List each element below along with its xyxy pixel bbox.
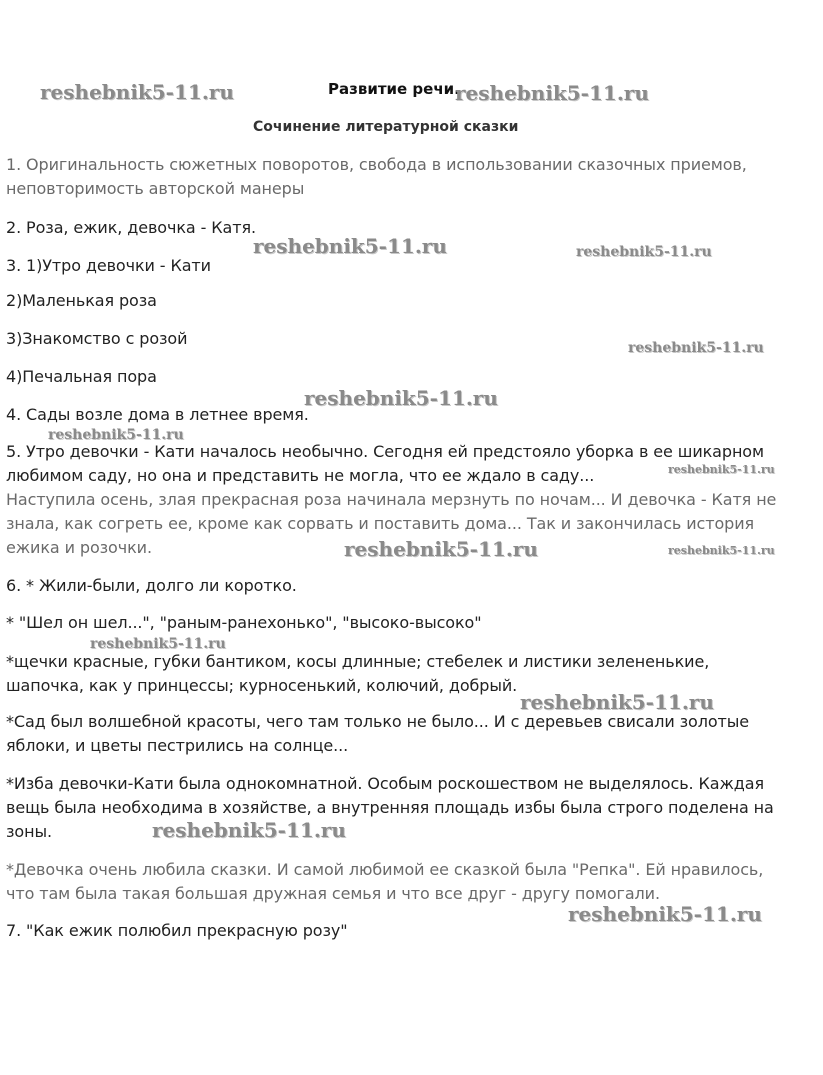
watermark: reshebnik5-11.ru: [344, 537, 538, 561]
text-line: 4)Печальная пора: [6, 367, 157, 386]
watermark: reshebnik5-11.ru: [668, 544, 775, 557]
document-subtitle: Сочинение литературной сказки: [253, 119, 519, 135]
text-line: 6. * Жили-были, долго ли коротко.: [6, 576, 297, 595]
text-line: неповторимость авторской манеры: [6, 179, 305, 198]
text-line: яблоки, и цветы пестрились на солнце...: [6, 736, 349, 755]
watermark: reshebnik5-11.ru: [90, 636, 226, 652]
watermark: reshebnik5-11.ru: [304, 386, 498, 410]
text-line: любимом саду, но она и представить не могла, что ее ждало в саду...: [6, 466, 595, 485]
text-line: 2. Роза, ежик, девочка - Катя.: [6, 218, 256, 237]
watermark: reshebnik5-11.ru: [628, 340, 764, 356]
text-line: 3)Знакомство с розой: [6, 329, 188, 348]
text-line: зоны.: [6, 822, 52, 841]
watermark: reshebnik5-11.ru: [668, 463, 775, 476]
watermark: reshebnik5-11.ru: [253, 234, 447, 258]
text-line: шапочка, как у принцессы; курносенький, колючий, добрый.: [6, 676, 518, 695]
text-line: знала, как согреть ее, кроме как сорвать и поставить дома... Так и закончилась история: [6, 514, 755, 533]
watermark: reshebnik5-11.ru: [48, 427, 184, 443]
text-line: 5. Утро девочки - Кати началось необычно. Сегодня ей предстояло уборка в ее шикарном: [6, 442, 764, 461]
text-line: *Изба девочки-Кати была однокомнатной. Особым роскошеством не выделялось. Каждая: [6, 774, 764, 793]
document-title: Развитие речи.: [328, 80, 460, 98]
text-line: 2)Маленькая роза: [6, 291, 157, 310]
text-line: 4. Сады возле дома в летнее время.: [6, 405, 309, 424]
text-line: 7. "Как ежик полюбил прекрасную розу": [6, 921, 348, 940]
watermark: reshebnik5-11.ru: [455, 81, 649, 105]
text-line: что там была такая большая дружная семья и что все друг - другу помогали.: [6, 884, 660, 903]
text-line: вещь была необходима в хозяйстве, а внутренняя площадь избы была строго поделена на: [6, 798, 774, 817]
watermark: reshebnik5-11.ru: [152, 818, 346, 842]
text-line: *Сад был волшебной красоты, чего там только не было... И с деревьев свисали золотые: [6, 712, 750, 731]
text-line: 1. Оригинальность сюжетных поворотов, свобода в использовании сказочных приемов,: [6, 155, 747, 174]
text-line: *Девочка очень любила сказки. И самой любимой ее сказкой была "Репка". Ей нравилось,: [6, 860, 764, 879]
text-line: 3. 1)Утро девочки - Кати: [6, 256, 211, 275]
text-line: * "Шел он шел...", "раным-ранехонько", "высоко-высоко": [6, 613, 482, 632]
watermark: reshebnik5-11.ru: [568, 902, 762, 926]
text-line: ежика и розочки.: [6, 538, 152, 557]
watermark: reshebnik5-11.ru: [40, 80, 234, 104]
watermark: reshebnik5-11.ru: [576, 244, 712, 260]
watermark: reshebnik5-11.ru: [520, 690, 714, 714]
text-line: Наступила осень, злая прекрасная роза начинала мерзнуть по ночам... И девочка - Катя не: [6, 490, 777, 509]
text-line: *щечки красные, губки бантиком, косы длинные; стебелек и листики зелененькие,: [6, 652, 710, 671]
